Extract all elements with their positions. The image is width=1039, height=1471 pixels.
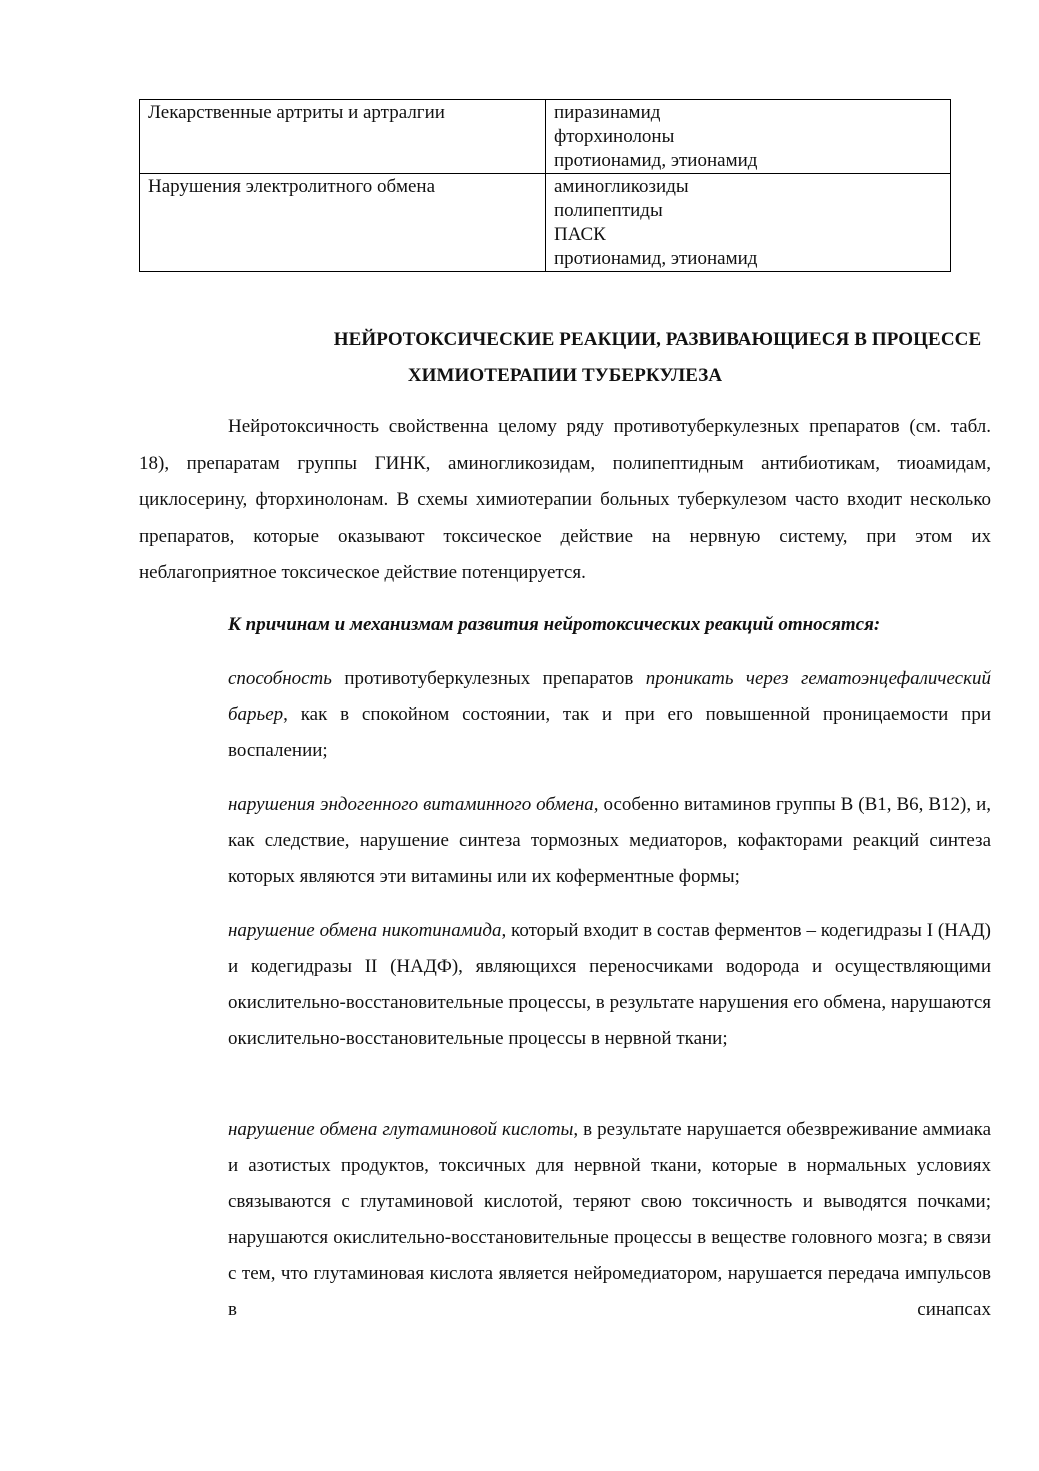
drug-name: фторхинолоны xyxy=(554,126,675,147)
emphasis-text: способность xyxy=(228,668,332,689)
mechanism-item xyxy=(228,787,991,895)
drug-name: полипептиды xyxy=(554,200,663,221)
table-row xyxy=(140,174,951,272)
drug-name: пиразинамид xyxy=(554,102,661,123)
drug-name: протионамид, этионамид xyxy=(554,248,758,269)
adverse-reactions-table xyxy=(139,99,951,272)
item-text: , в результате нарушается обезвреживание аммиака и азотистых продуктов, токсичных для нервной ткани, которые в нормальных условиях связываются с глутаминовой кислотой, теряют свою токсичность и выводятся почками; нарушаются окислительно-восстановительные процессы в веществе головного мозга; в связи с тем, что глутаминовая кислота является нейромедиатором, нарушается передача импульсов в синапсах xyxy=(228,1119,992,1320)
section-title-line: НЕЙРОТОКСИЧЕСКИЕ РЕАКЦИИ, РАЗВИВАЮЩИЕСЯ В ПРОЦЕССЕ xyxy=(333,329,982,350)
mechanism-item xyxy=(228,661,991,769)
item-text: , особенно витаминов группы B (B1, B6, B12), и, как следствие, нарушение синтеза тормозных медиаторов, кофакторами реакций синтеза которых являются эти витамины или их коферментные формы; xyxy=(228,794,992,887)
emphasis-text: проникать через гематоэнцефалический барьер xyxy=(228,668,991,725)
item-text: , как в спокойном состоянии, так и при его повышенной проницаемости при воспалении; xyxy=(228,704,991,761)
drug-name: ПАСК xyxy=(554,224,606,245)
emphasis-text: нарушение обмена глутаминовой кислоты xyxy=(228,1119,574,1140)
reaction-cell: Нарушения электролитного обмена xyxy=(140,174,546,272)
emphasis-text: нарушение обмена никотинамида xyxy=(228,920,502,941)
mechanism-item xyxy=(228,1112,991,1328)
item-text: , который входит в состав ферментов – кодегидразы I (НАД) и кодегидразы II (НАДФ), являющихся переносчиками водорода и осуществляющими окислительно-восстановительные процессы, в результате нарушения его обмена, нарушаются окислительно-восстановительные процессы в нервной ткани; xyxy=(228,920,991,1049)
table-row xyxy=(140,100,951,174)
drug-name: аминогликозиды xyxy=(554,176,689,197)
emphasis-text: нарушения эндогенного витаминного обмена xyxy=(228,794,594,815)
intro-paragraph: Нейротоксичность свойственна целому ряду противотуберкулезных препаратов (см. табл. 18), препаратам группы ГИНК, аминогликозидам, полипептидным антибиотикам, тиоамидам, циклосерину, фторхинолонам. В схемы химиотерапии больных туберкулезом часто входит несколько препаратов, которые оказывают токсическое действие на нервную систему, при этом их неблагоприятное токсическое действие потенцируется. xyxy=(139,416,991,583)
reaction-cell: Лекарственные артриты и артралгии xyxy=(140,100,546,174)
drugs-cell xyxy=(546,100,951,174)
mechanism-item xyxy=(228,913,991,1057)
item-text: противотуберкулезных препаратов xyxy=(331,668,646,689)
drugs-cell xyxy=(546,174,951,272)
section-title xyxy=(139,322,991,394)
mechanisms-subheading: К причинам и механизмам развития нейротоксических реакций относятся: xyxy=(228,614,881,635)
section-title-line: ХИМИОТЕРАПИИ ТУБЕРКУЛЕЗА xyxy=(407,365,723,386)
drug-name: протионамид, этионамид xyxy=(554,150,758,171)
